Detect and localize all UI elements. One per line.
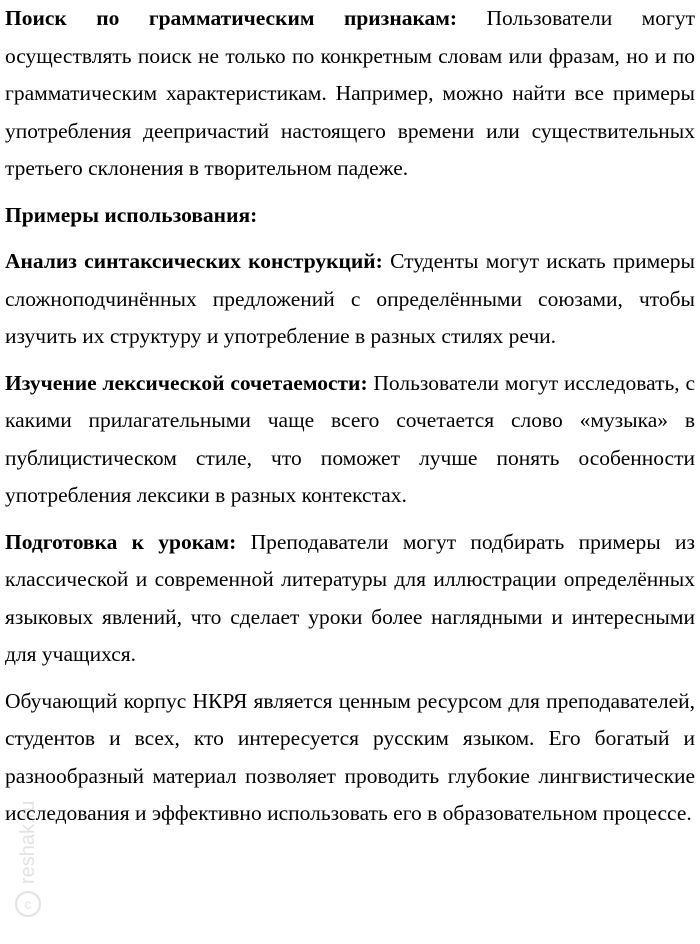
paragraph-conclusion xyxy=(5,683,695,833)
paragraph-lesson-prep xyxy=(5,524,695,674)
paragraph-lead: Анализ синтаксических конструкций: xyxy=(5,249,383,273)
watermark-copyright-icon xyxy=(16,892,40,916)
watermark-text: reshak.ru xyxy=(17,800,39,884)
paragraph-lead: Изучение лексической сочетаемости: xyxy=(5,370,368,395)
watermark-copyright-glyph: c xyxy=(24,896,32,912)
paragraph-text: Пользователи могут осуществлять поиск не только по конкретным словам или фразам, но и по грамматическим характеристикам. Например, можно найти все примеры употребления деепричастий настоящего времени или существительных третьего склонения в творительном падеже. xyxy=(5,6,695,180)
document-body xyxy=(5,0,695,842)
section-heading: Примеры использования: xyxy=(5,202,258,227)
paragraph-lead: Поиск по грамматическим признакам: xyxy=(5,6,458,30)
paragraph-lexical-compatibility xyxy=(5,365,695,515)
paragraph-text: Обучающий корпус НКРЯ является ценным ресурсом для преподавателей, студентов и всех, кто интересуется русским языком. Его богатый и разнообразный материал позволяет проводить глубокие лингвистические исследования и эффективно использовать его в образовательном процессе. xyxy=(5,688,695,825)
paragraph-text: Преподаватели могут подбирать примеры из классической и современной литературы для иллюстрации определённых языковых явлений, что сделает уроки более наглядными и интересными для учащихся. xyxy=(5,529,695,666)
paragraph-text: Пользователи могут исследовать, с какими прилагательными чаще всего сочетается слово «музыка» в публицистическом стиле, что поможет лучше понять особенности употребления лексики в разных контекстах. xyxy=(5,370,695,507)
paragraph-syntax-analysis xyxy=(5,243,695,356)
paragraph-text: Студенты могут искать примеры сложноподчинённых предложений с определёнными союзами, чтобы изучить их структуру и употребление в разных стилях речи. xyxy=(5,249,695,348)
paragraph-grammar-search xyxy=(5,0,695,188)
paragraph-lead: Подготовка к урокам: xyxy=(5,529,237,554)
